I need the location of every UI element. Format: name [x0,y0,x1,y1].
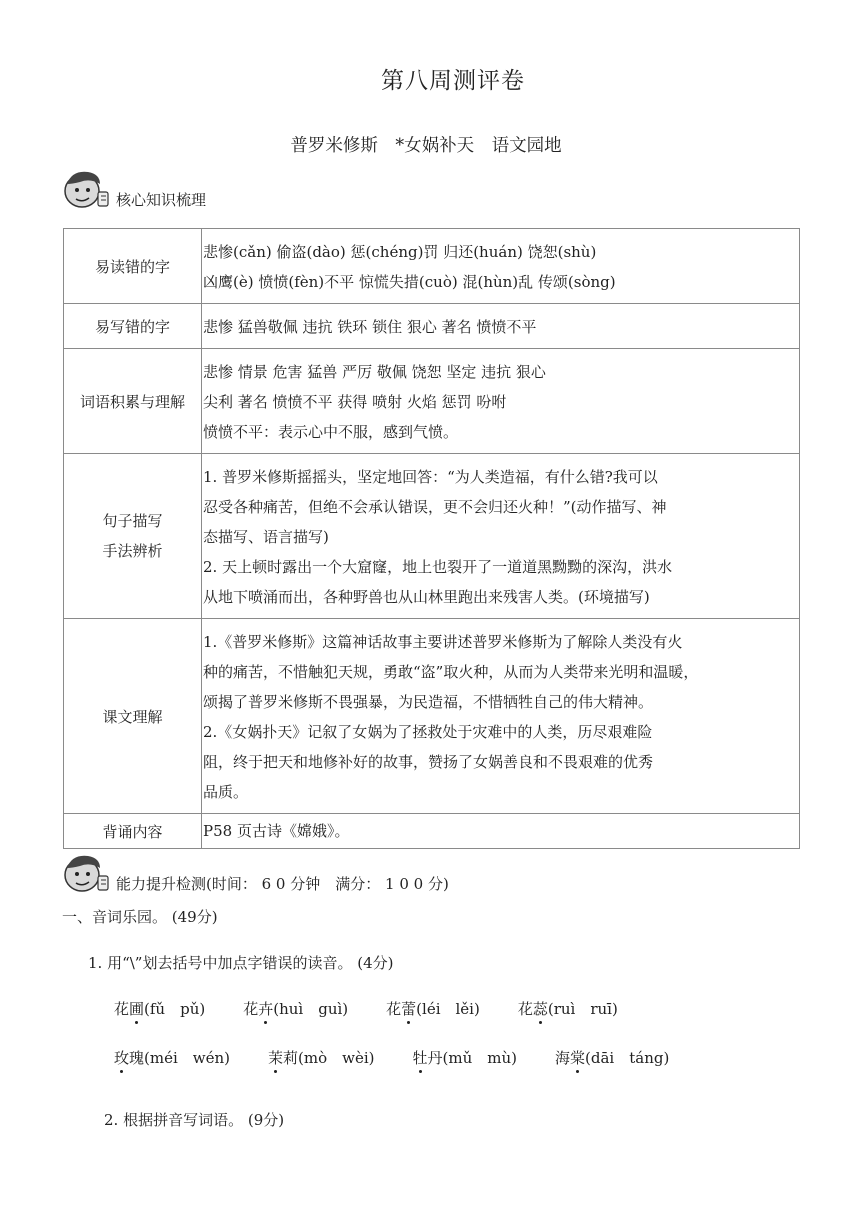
content-line: 愤愤不平：表示心中不服，感到气愤。 [203,423,459,441]
pinyin-item: 玫瑰(méi wén) [114,1049,230,1067]
page-title: 第八周测评卷 [381,68,525,94]
knowledge-section-heading [60,166,206,212]
row-heading: 易写错的字 [64,304,202,349]
pinyin-item: 花卉(huì guì) [243,1000,349,1018]
content-line: 凶鹰(è) 愤愤(fèn)不平 惊慌失措(cuò) 混(hùn)乱 传颂(sòng) [203,273,616,291]
cartoon-kid-icon [60,850,118,896]
content-line: 悲惨 情景 危害 猛兽 严厉 敬佩 饶恕 坚定 违抗 狠心 [203,363,546,381]
content-line: 2. 天上顿时露出一个大窟窿，地上也裂开了一道道黑黝黝的深沟，洪水 [203,558,673,576]
content-line: 1. 普罗米修斯摇摇头，坚定地回答：“为人类造福，有什么错?我可以 [203,468,658,486]
pinyin-item: 花蕾(léi lěi) [386,1000,480,1018]
content-line: 颂揭了普罗米修斯不畏强暴，为民造福，不惜牺牲自己的伟大精神。 [203,693,654,711]
content-line: P58 页古诗《嫦娥》。 [203,822,350,840]
content-line: 1.《普罗米修斯》这篇神话故事主要讲述普罗米修斯为了解除人类没有火 [203,633,683,651]
content-line: 阻，终于把天和地修补好的故事，赞扬了女娲善良和不畏艰难的优秀 [203,753,654,771]
section-one-heading: 一、音词乐园。 (49分) [62,908,218,926]
pinyin-item: 花圃(fǔ pǔ) [114,1000,206,1018]
content-line: 尖利 著名 愤愤不平 获得 喷射 火焰 惩罚 吩咐 [203,393,507,411]
table-row [64,349,800,454]
content-line: 2.《女娲扑天》记叙了女娲为了拯救处于灾难中的人类，历尽艰难险 [203,723,653,741]
row-content [202,814,800,849]
pinyin-item: 茉莉(mò wèi) [268,1049,375,1067]
knowledge-heading: 核心知识梳理 [116,191,207,209]
table-row [64,454,800,619]
pinyin-item: 牡丹(mǔ mù) [412,1049,517,1067]
pinyin-item: 花蕊(ruì ruī) [517,1000,618,1018]
content-line: 品质。 [203,783,249,801]
content-line: 态描写、语言描写) [203,528,329,546]
ability-heading: 能力提升检测(时间： 6 0 分钟 满分： 1 0 0 分) [116,875,449,893]
row-heading: 背诵内容 [64,814,202,849]
table-row [64,229,800,304]
content-line: 悲惨 猛兽敬佩 违抗 铁环 锁住 狠心 著名 愤愤不平 [203,318,537,336]
content-line: 从地下喷涌而出，各种野兽也从山林里跑出来残害人类。(环境描写) [203,588,650,606]
knowledge-table [63,228,800,849]
question-one: 1. 用“\”划去括号中加点字错误的读音。 (4分) [88,954,394,972]
ability-section-heading [60,850,449,896]
row-content [202,304,800,349]
row-content [202,349,800,454]
pinyin-row [114,1047,707,1068]
row-heading: 词语积累与理解 [64,349,202,454]
row-content [202,454,800,619]
table-row [64,814,800,849]
row-content [202,229,800,304]
content-line: 忍受各种痛苦，但绝不会承认错误，更不会归还火种！”(动作描写、神 [203,498,667,516]
cartoon-kid-icon [60,166,118,212]
content-line: 种的痛苦，不惜触犯天规，勇敢“盗”取火种，从而为人类带来光明和温暖， [203,663,699,681]
lesson-subtitle: 普罗米修斯 *女娲补天 语文园地 [290,136,562,156]
pinyin-row [114,998,656,1019]
table-row [64,619,800,814]
row-heading: 句子描写 手法辨析 [64,454,202,619]
question-two: 2. 根据拼音写词语。 (9分) [104,1111,285,1129]
row-content [202,619,800,814]
pinyin-item: 海棠(dāi táng) [555,1049,670,1067]
content-line: 悲惨(cǎn) 偷盗(dào) 惩(chéng)罚 归还(huán) 饶恕(shù) [203,243,597,261]
row-heading: 易读错的字 [64,229,202,304]
table-row [64,304,800,349]
row-heading: 课文理解 [64,619,202,814]
